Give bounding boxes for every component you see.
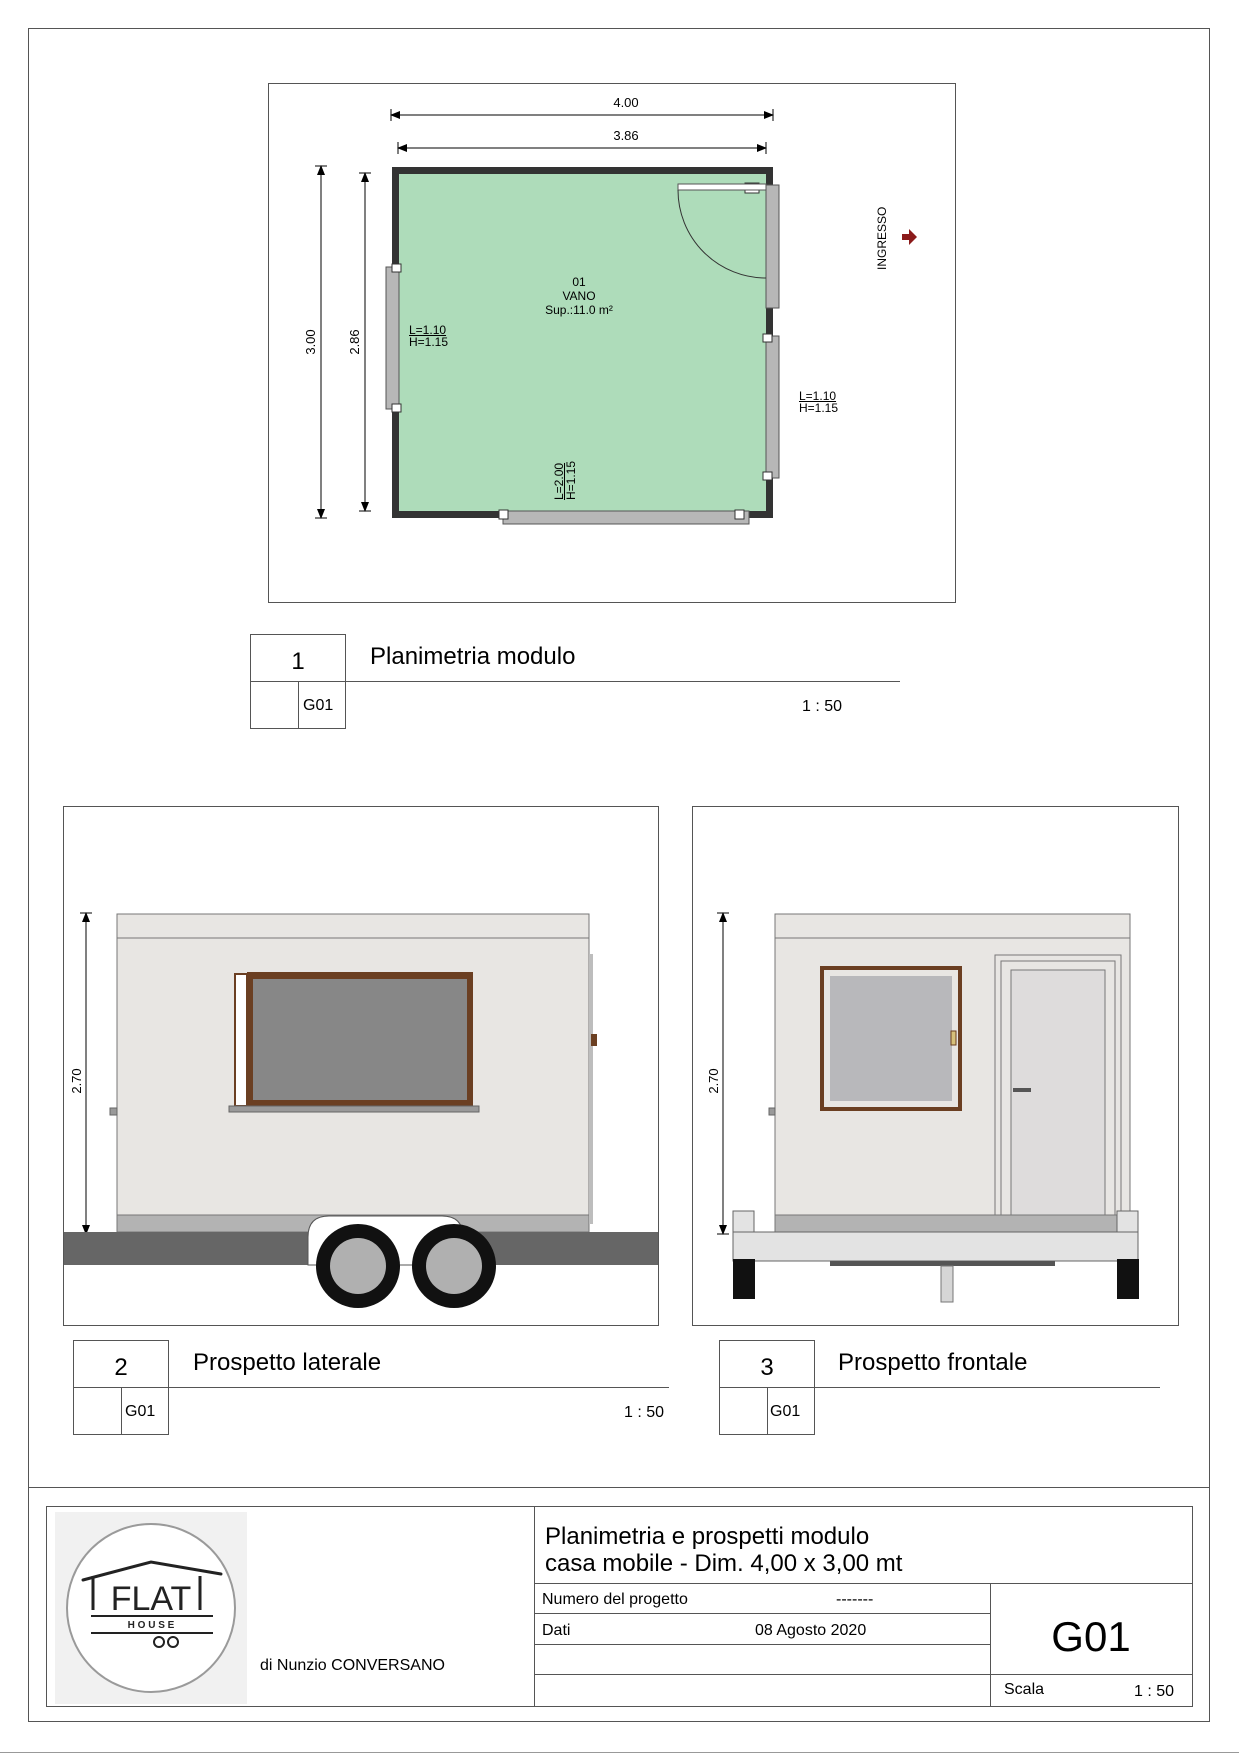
view-title: Planimetria modulo: [370, 643, 576, 670]
side-elevation-drawing: [64, 807, 658, 1325]
dim-inner-width: 3.86: [613, 128, 639, 143]
logo-area: [55, 1512, 247, 1704]
project-number-label: Numero del progetto: [542, 1591, 688, 1608]
view-scale: 1 : 50: [802, 698, 843, 715]
bottom-window-label: [553, 461, 577, 500]
page-bottom-edge: [0, 1752, 1239, 1753]
right-window: [766, 336, 779, 478]
flat-house-logo: [55, 1512, 247, 1704]
wheel-right-icon: [1117, 1259, 1139, 1299]
view-ref: G01: [770, 1403, 801, 1420]
floor-plan-viewport: [268, 83, 956, 603]
dim-inner-height: 2.86: [347, 329, 362, 355]
roof-band: [775, 914, 1130, 938]
wheel-left-icon: [733, 1259, 755, 1299]
right-window-label: [799, 390, 838, 414]
room-label: [519, 275, 639, 317]
project-number-value: -------: [836, 1591, 874, 1608]
left-window: [386, 267, 399, 409]
author: di Nunzio CONVERSANO: [260, 1657, 445, 1674]
view-title: Prospetto laterale: [193, 1349, 382, 1376]
view-number: 2: [114, 1354, 128, 1381]
sheet-code: G01: [1051, 1613, 1131, 1660]
view-ref: G01: [125, 1403, 156, 1420]
title-block: [46, 1506, 1193, 1707]
room-vano: [399, 174, 766, 511]
dim-outer-height: 3.00: [303, 329, 318, 355]
right-window-height: H=1.15: [799, 401, 839, 415]
scale-value: 1 : 50: [1134, 1683, 1175, 1700]
left-window-width: L=1.10: [409, 323, 447, 337]
door-handle-icon: [1013, 1088, 1031, 1092]
bottom-window-height: H=1.15: [564, 460, 578, 500]
view-scale: 1 : 50: [624, 1404, 665, 1421]
support-leg: [941, 1266, 953, 1302]
left-window-height: H=1.15: [409, 335, 449, 349]
roof-band: [117, 914, 589, 938]
door-opening: [766, 185, 779, 308]
entrance-arrow-icon: [902, 229, 917, 245]
view-title: Prospetto frontale: [838, 1349, 1028, 1376]
logo-wordmark: FLAT: [110, 1580, 192, 1618]
room-area: Sup.:11.0 m²: [545, 303, 613, 317]
front-window-glass: [830, 976, 952, 1101]
trailer-frame: [733, 1232, 1138, 1261]
entrance-label: INGRESSO: [875, 206, 889, 270]
front-elevation-drawing: [693, 807, 1178, 1325]
drawing-title-line2: casa mobile - Dim. 4,00 x 3,00 mt: [545, 1550, 903, 1577]
view-number: 3: [760, 1354, 774, 1381]
room-name: VANO: [562, 289, 596, 303]
left-window-label: [409, 324, 448, 348]
entry-door: [1011, 970, 1105, 1215]
logo-subtext: H O U S E: [127, 1620, 175, 1631]
scale-label: Scala: [1004, 1681, 1045, 1698]
side-window-glass: [253, 979, 467, 1100]
drawing-title-line1: Planimetria e prospetti modulo: [545, 1523, 870, 1550]
view-number: 1: [291, 648, 305, 675]
side-height-dim: 2.70: [69, 1068, 84, 1094]
floor-plan-drawing: [269, 84, 955, 602]
view-ref: G01: [303, 697, 334, 714]
side-elevation-viewport: [63, 806, 659, 1326]
base-skirt: [775, 1215, 1130, 1232]
bottom-window-width: L=2.00: [552, 462, 566, 500]
bottom-window: [503, 511, 749, 524]
dim-outer-width: 4.00: [613, 95, 639, 110]
front-elevation-viewport: [692, 806, 1179, 1326]
drawing-title: [545, 1523, 902, 1577]
window-sill: [229, 1106, 479, 1112]
front-height-dim: 2.70: [706, 1068, 721, 1094]
door-handle-icon: [591, 1034, 597, 1046]
date-value: 08 Agosto 2020: [755, 1622, 867, 1639]
room-number: 01: [572, 275, 586, 289]
door-leaf: [678, 184, 766, 190]
date-label: Dati: [542, 1622, 571, 1639]
title-block-divider: [28, 1487, 1210, 1488]
right-window-width: L=1.10: [799, 389, 837, 403]
